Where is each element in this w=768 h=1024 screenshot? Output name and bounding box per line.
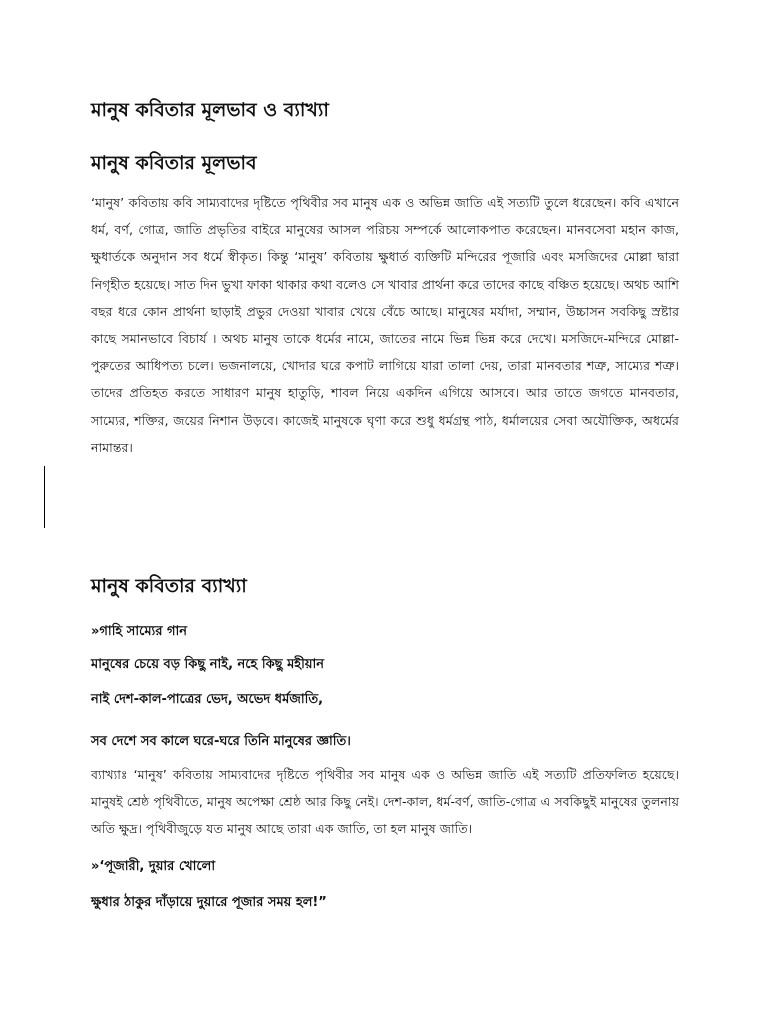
verse-line-2: মানুষের চেয়ে বড় কিছু নাই, নহে কিছু মহীয়ান — [91, 657, 325, 672]
verse-line-1: »গাহি সাম্যের গান — [91, 624, 188, 639]
summary-heading: মানুষ কবিতার মূলভাব — [91, 152, 257, 174]
verse-line-3: নাই দেশ-কাল-পাত্রের ভেদ, অভেদ ধর্মজাতি, — [91, 692, 324, 707]
page-title: মানুষ কবিতার মূলভাব ও ব্যাখ্যা — [91, 99, 329, 121]
text-cursor-line — [44, 466, 45, 528]
summary-paragraph: ‘মানুষ’ কবিতায় কবি সাম্যবাদের দৃষ্টিতে পৃথিবীর সব মানুষ এক ও অভিন্ন জাতি এই সত্যটি তুলে ধরেছেন। কবি এখানে ধর্ম, বর্ণ, গোত্র, জাতি প্রভৃতির বাইরে মানুষের আসল পরিচয় সম্পর্কে আলোকপাত করেছেন। মানবসেবা মহান কাজ, ক্ষুধার্তকে অনুদান সব ধর্মে স্বীকৃত। কিন্তু ‘মানুষ’ কবিতায় ক্ষুধার্ত ব্যক্তিটি মন্দিরের পূজারি এবং মসজিদের মোল্লা দ্বারা নিগৃহীত হয়েছে। সাত দিন ভুখা ফাকা থাকার কথা বলেও সে খাবার প্রার্থনা করে তাদের কাছে বঞ্চিত হয়েছে। অথচ আশি বছর ধরে কোন প্রার্থনা ছাড়াই প্রভুর দেওয়া খাবার খেয়ে বেঁচে আছে। মানুষের মর্যাদা, সম্মান, উচ্চাসন সবকিছু স্রষ্টার কাছে সমানভাবে বিচার্য । অথচ মানুষ তাকে ধর্মের নামে, জাতের নামে ভিন্ন ভিন্ন করে দেখে। মসজিদে-মন্দিরে মোল্লা-পুরুতের আধিপত্য চলে। ভজনালয়ে, খোদার ঘরে কপাট লাগিয়ে যারা তালা দেয়, তারা মানবতার শত্রু, সাম্যের শত্রু। তাদের প্রতিহত করতে সাধারণ মানুষ হাতুড়ি, শাবল নিয়ে একদিন এগিয়ে আসবে। আর তাতে জগতে মানবতার, সাম্যের, শক্তির, জয়ের নিশান উড়বে। কাজেই মানুষকে ঘৃণা করে শুধু ধর্মগ্রন্থ পাঠ, ধর্মালয়ের সেবা অযৌক্তিক, অধর্মের নামান্তর। — [91, 195, 679, 455]
verse-line-4: সব দেশে সব কালে ঘরে-ঘরে তিনি মানুষের জ্ঞাতি। — [91, 734, 351, 749]
verse-line-6: ক্ষুধার ঠাকুর দাঁড়ায়ে দুয়ারে পূজার সময় হল!” — [91, 895, 327, 910]
explanation-paragraph: ব্যাখ্যাঃ ‘মানুষ’ কবিতায় সাম্যবাদের দৃষ্টিতে পৃথিবীর সব মানুষ এক ও অভিন্ন জাতি এই সত্যটি প্রতিফলিত হয়েছে। মানুষই শ্রেষ্ঠ পৃথিবীতে, মানুষ অপেক্ষা শ্রেষ্ঠ আর কিছু নেই। দেশ-কাল, ধর্ম-বর্ণ, জাতি-গোত্র এ সবকিছুই মানুষের তুলনায় অতি ক্ষুদ্র। পৃথিবীজুড়ে যত মানুষ আছে তারা এক জাতি, তা হল মানুষ জাতি। — [91, 767, 679, 837]
verse-line-5: »‘পূজারী, দুয়ার খোলো — [91, 859, 216, 874]
explanation-heading: মানুষ কবিতার ব্যাখ্যা — [91, 575, 247, 597]
